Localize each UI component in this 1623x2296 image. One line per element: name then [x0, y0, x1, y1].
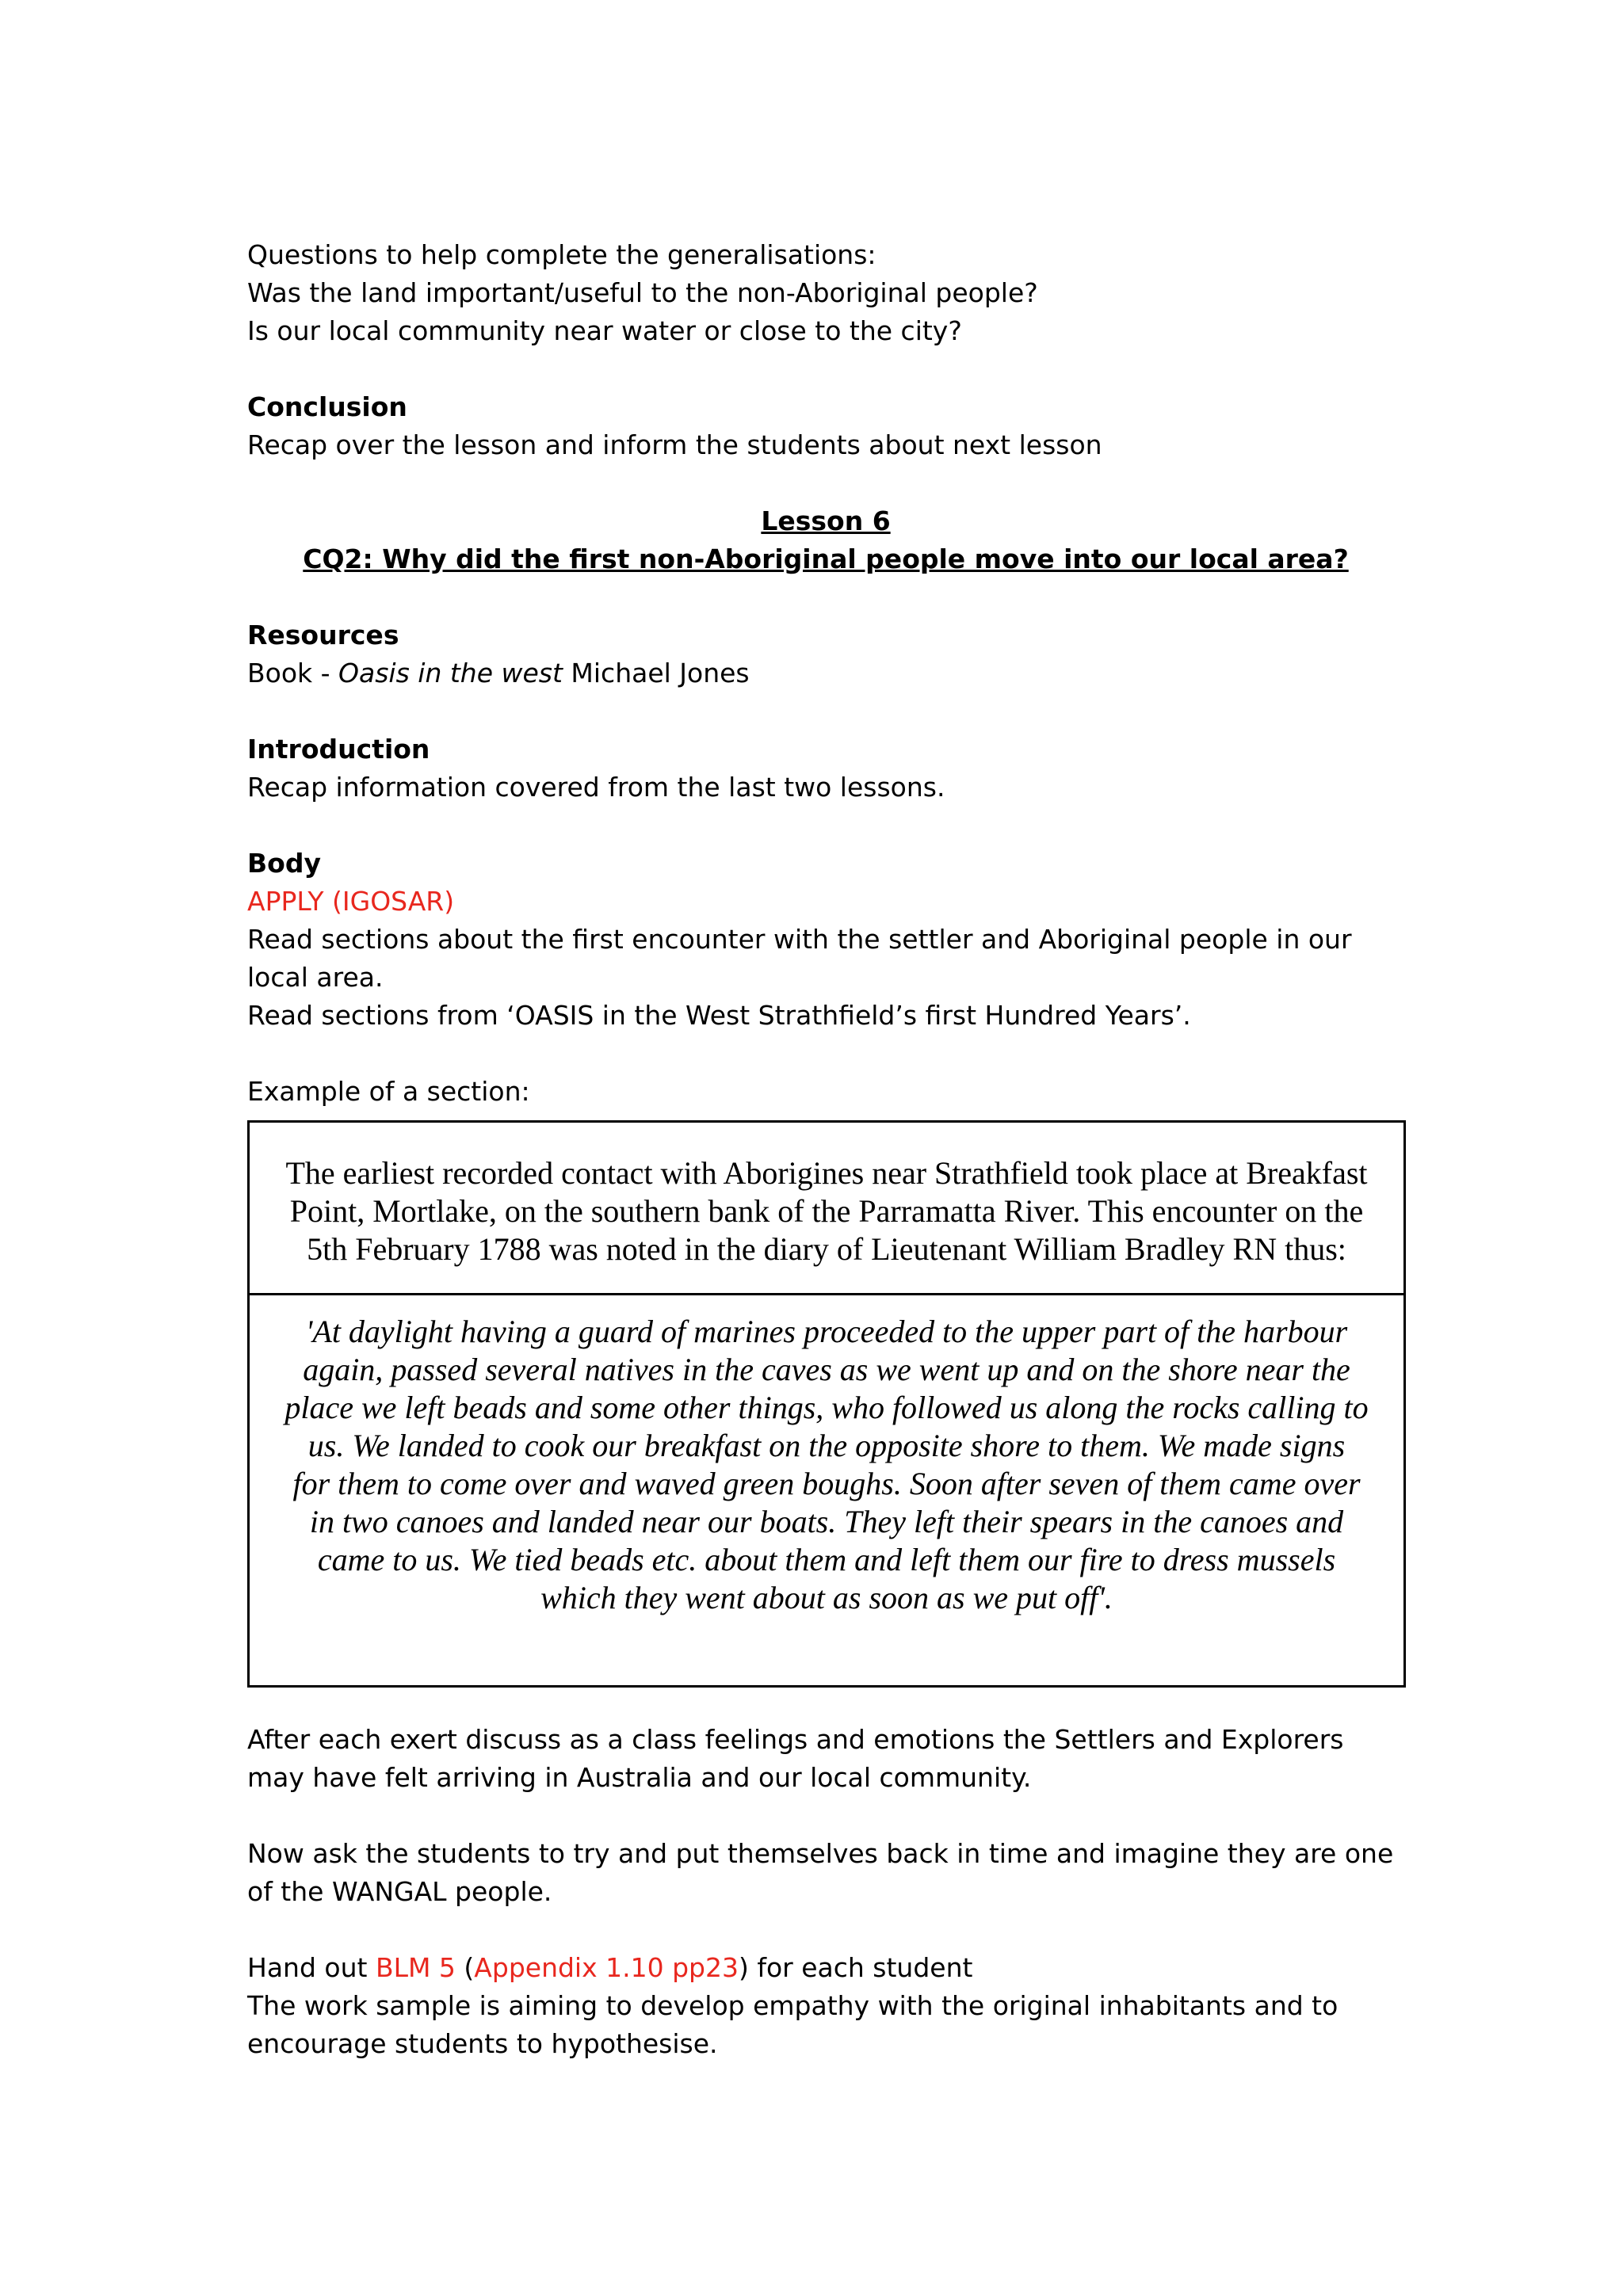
spacer — [247, 1911, 1404, 1949]
blm-reference: BLM 5 — [375, 1952, 456, 1983]
imagine-line-2: of the WANGAL people. — [247, 1876, 552, 1907]
quote-intro-line: Point, Mortlake, on the southern bank of the Parramatta River. This encounter on the — [289, 1193, 1364, 1229]
spacer — [247, 807, 1404, 845]
lesson-title: Lesson 6 — [761, 505, 891, 536]
book-prefix: Book - — [247, 658, 339, 688]
spacer — [247, 1035, 1404, 1073]
introduction-text: Recap information covered from the last two lessons. — [247, 772, 945, 803]
spacer — [247, 578, 1404, 616]
apply-label: APPLY (IGOSAR) — [247, 886, 455, 917]
work-sample-line-1: The work sample is aiming to develop empathy with the original inhabitants and to — [247, 1990, 1338, 2021]
lesson-plan-page — [247, 236, 1404, 1111]
work-sample-line-2: encourage students to hypothesise. — [247, 2028, 718, 2059]
spacer — [247, 1797, 1404, 1835]
quote-line: in two canoes and landed near our boats. They left their spears in the canoes and — [309, 1504, 1344, 1539]
quote-line: again, passed several natives in the caves as we went up and on the shore near the — [303, 1352, 1350, 1387]
read-instruction-2: Read sections from ‘OASIS in the West Strathfield’s first Hundred Years’. — [247, 1000, 1191, 1031]
body-heading: Body — [247, 848, 321, 879]
book-title: Oasis in the west — [338, 658, 563, 688]
handout-line — [247, 1949, 1404, 1987]
question-1: Was the land important/useful to the non-Aboriginal people? — [247, 277, 1038, 308]
quote-line: for them to come over and waved green boughs. Soon after seven of them came over — [292, 1466, 1361, 1501]
read-instruction-1a: Read sections about the first encounter with the settler and Aboriginal people in our — [247, 924, 1352, 955]
handout-suffix: ) for each student — [738, 1952, 973, 1983]
imagine-line-1: Now ask the students to try and put themselves back in time and imagine they are one — [247, 1838, 1394, 1869]
questions-heading: Questions to help complete the generalisations: — [247, 239, 876, 270]
conclusion-text: Recap over the lesson and inform the students about next lesson — [247, 429, 1102, 460]
quote-intro-line: The earliest recorded contact with Aborigines near Strathfield took place at Breakfast — [285, 1155, 1368, 1191]
quote-line: came to us. We tied beads etc. about them and left them our fire to dress mussels — [317, 1542, 1336, 1577]
bradley-quote — [250, 1295, 1403, 1617]
example-label: Example of a section: — [247, 1076, 530, 1107]
spacer — [247, 464, 1404, 502]
paren-open: ( — [455, 1952, 475, 1983]
quote-intro — [250, 1123, 1403, 1295]
read-instruction-1b: local area. — [247, 962, 384, 993]
quote-line: place we left beads and some other things, who followed us along the rocks calling to — [285, 1390, 1369, 1425]
example-section-box — [247, 1120, 1406, 1688]
question-2: Is our local community near water or close to the city? — [247, 315, 962, 346]
follow-up-instructions — [247, 1721, 1404, 2063]
handout-prefix: Hand out — [247, 1952, 376, 1983]
resources-book — [247, 654, 1404, 692]
spacer — [247, 350, 1404, 388]
quote-intro-line: 5th February 1788 was noted in the diary of Lieutenant William Bradley RN thus: — [307, 1231, 1346, 1267]
conclusion-heading: Conclusion — [247, 391, 407, 422]
discuss-line-2: may have felt arriving in Australia and our local community. — [247, 1762, 1032, 1793]
discuss-line-1: After each exert discuss as a class feelings and emotions the Settlers and Explorers — [247, 1724, 1344, 1755]
quote-line: 'At daylight having a guard of marines proceeded to the upper part of the harbour — [305, 1314, 1348, 1349]
appendix-reference: Appendix 1.10 pp23 — [474, 1952, 739, 1983]
introduction-heading: Introduction — [247, 734, 430, 765]
resources-heading: Resources — [247, 620, 399, 650]
quote-line: us. We landed to cook our breakfast on the opposite shore to them. We made signs — [307, 1428, 1346, 1463]
spacer — [247, 692, 1404, 730]
quote-line: which they went about as soon as we put off'. — [540, 1580, 1113, 1615]
book-author: Michael Jones — [562, 658, 750, 688]
lesson-question: CQ2: Why did the first non-Aboriginal people move into our local area? — [303, 543, 1349, 574]
